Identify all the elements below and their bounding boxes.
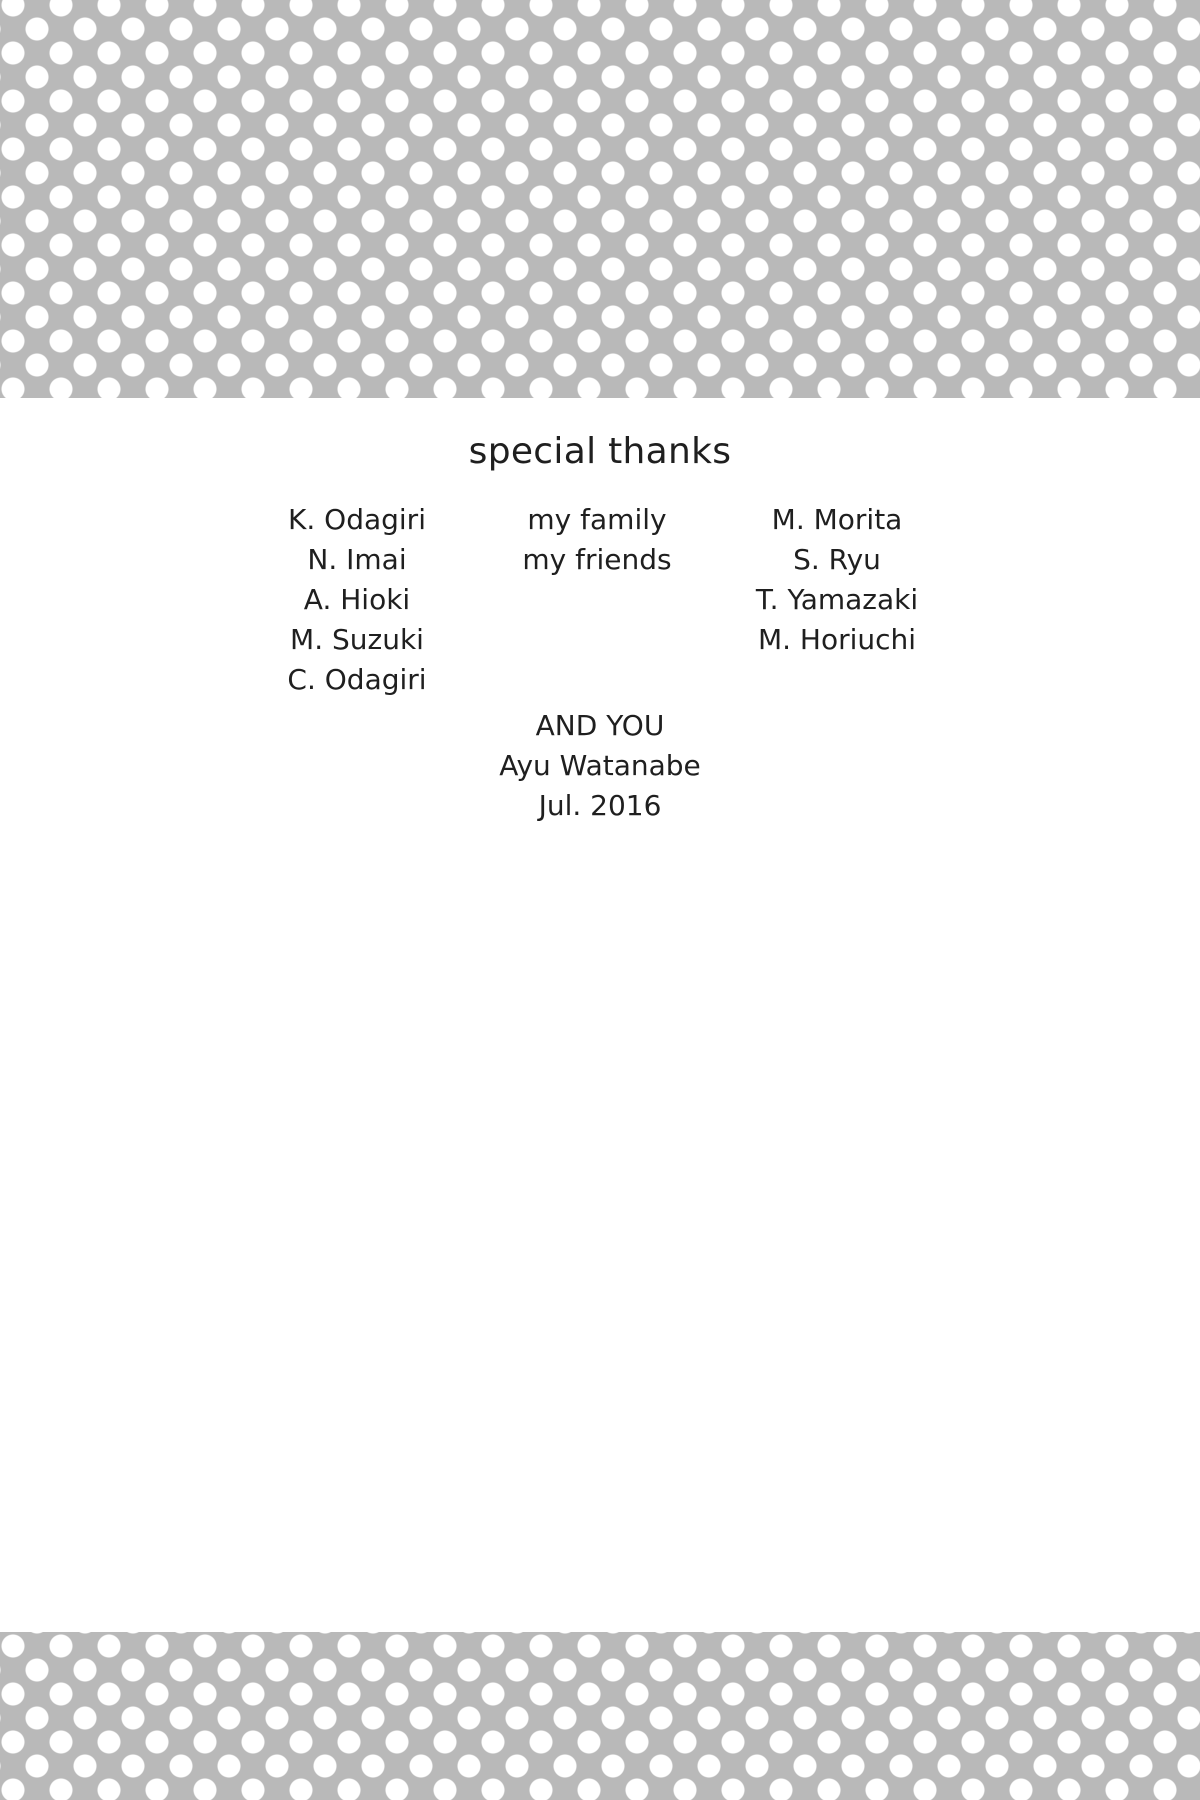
credits-column-right: [707, 500, 967, 660]
credit-name: K. Odagiri: [288, 503, 426, 536]
special-thanks-title: special thanks: [468, 431, 732, 472]
credit-group: my family: [527, 503, 667, 536]
credit-name: S. Ryu: [793, 543, 881, 576]
author-name: Ayu Watanabe: [499, 749, 701, 782]
credit-name: C. Odagiri: [287, 663, 427, 696]
credits-column-left: [227, 500, 487, 700]
dedication-text: AND YOU: [535, 709, 665, 742]
credit-group: my friends: [522, 543, 672, 576]
credit-name: N. Imai: [307, 543, 407, 576]
closing-signature: [0, 706, 1200, 826]
credits-column-middle: [467, 500, 727, 580]
credit-name: M. Horiuchi: [757, 623, 917, 656]
credit-name: A. Hioki: [303, 583, 411, 616]
credit-name: M. Morita: [771, 503, 903, 536]
credit-name: T. Yamazaki: [755, 583, 919, 616]
credit-name: M. Suzuki: [290, 623, 424, 656]
signature-date: Jul. 2016: [538, 789, 662, 822]
